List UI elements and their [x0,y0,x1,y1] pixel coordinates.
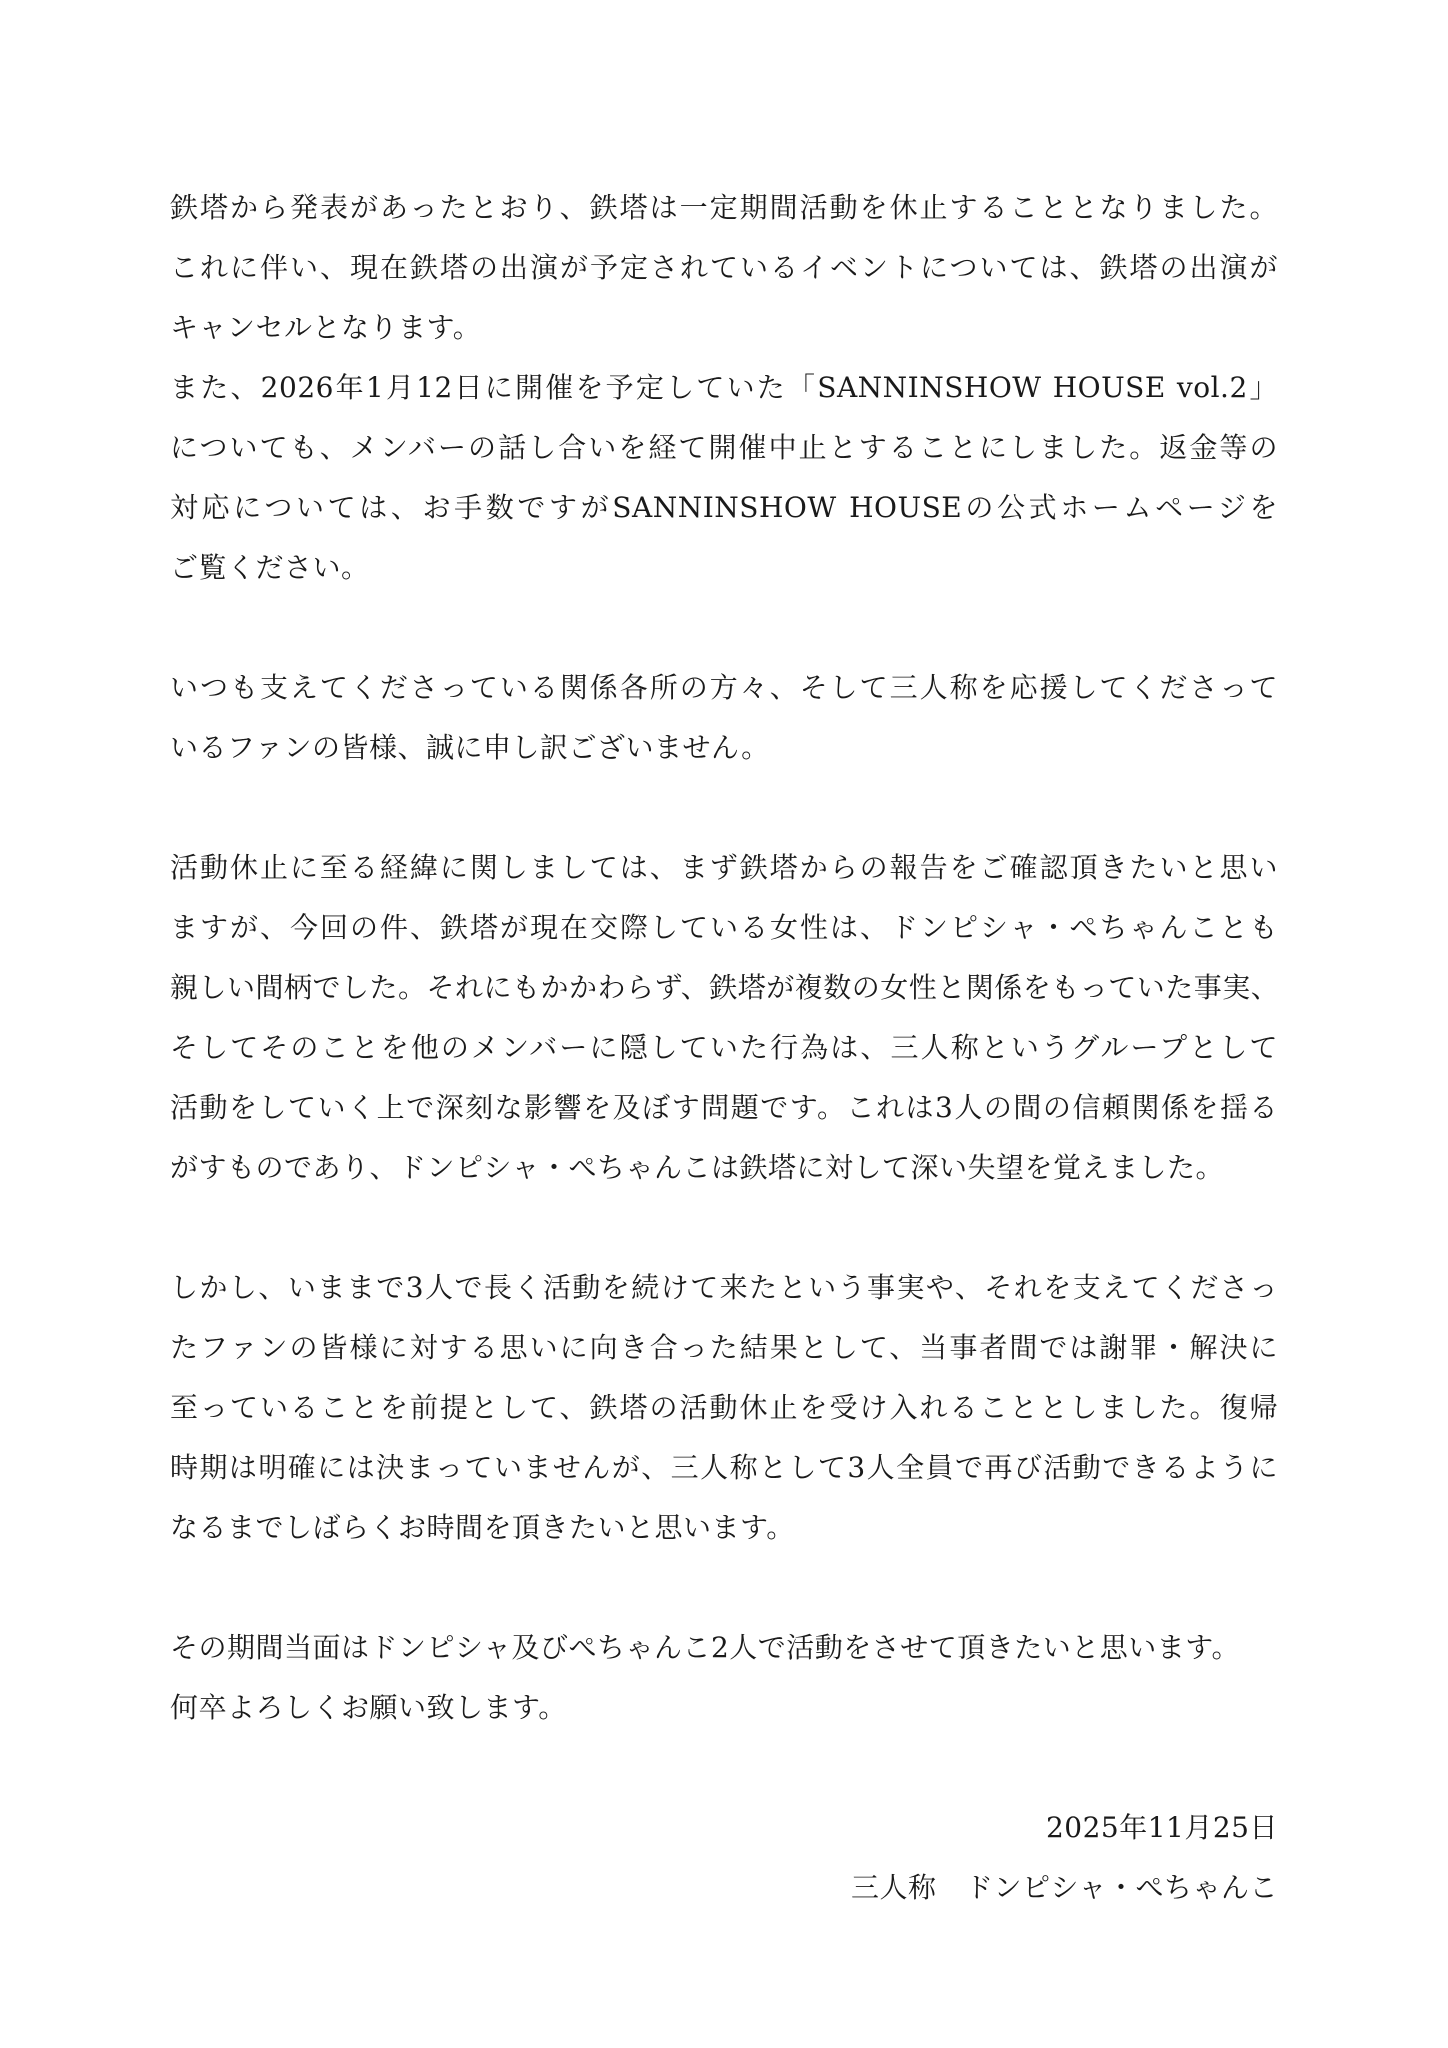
paragraph-apology [170,658,1278,778]
text-line: 鉄塔から発表があったとおり、鉄塔は一定期間活動を休止することとなりました。 [170,191,1278,224]
text-line: 親しい間柄でした。それにもかかわらず、鉄塔が複数の女性と関係をもっていた事実、 [170,971,1280,1004]
text-line: 活動休止に至る経緯に関しましては、まず鉄塔からの報告をご確認頂きたいと思い [170,851,1278,884]
text-line: 対応については、お手数ですがSANNINSHOW HOUSEの公式ホームページを [170,491,1278,524]
text-line: その期間当面はドンピシャ及びぺちゃんこ2人で活動をさせて頂きたいと思います。 [170,1631,1241,1664]
text-line: 至っていることを前提として、鉄塔の活動休止を受け入れることとしました。復帰 [170,1391,1278,1424]
text-line: についても、メンバーの話し合いを経て開催中止とすることにしました。返金等の [170,431,1278,464]
paragraph-spacer [170,1558,1278,1618]
text-line: いつも支えてくださっている関係各所の方々、そして三人称を応援してくださって [170,671,1278,704]
text-line: これに伴い、現在鉄塔の出演が予定されているイベントについては、鉄塔の出演が [170,251,1278,284]
paragraph-background [170,838,1278,1198]
text-line: また、2026年1月12日に開催を予定していた「SANNINSHOW HOUSE vol.2」 [170,371,1278,404]
paragraph-spacer [170,1198,1278,1258]
text-line: 活動をしていく上で深刻な影響を及ぼす問題です。これは3人の間の信頼関係を揺る [170,1091,1278,1124]
paragraph-spacer [170,778,1278,838]
text-line: ますが、今回の件、鉄塔が現在交際している女性は、ドンピシャ・ぺちゃんことも [170,911,1278,944]
signature-name: 三人称 ドンピシャ・ぺちゃんこ [851,1871,1278,1904]
signature-date: 2025年11月25日 [1045,1811,1278,1844]
text-line: たファンの皆様に対する思いに向き合った結果として、当事者間では謝罪・解決に [170,1331,1278,1364]
text-line: なるまでしばらくお時間を頂きたいと思います。 [170,1511,795,1544]
paragraph-closing [170,1618,1278,1738]
text-line: しかし、いままで3人で長く活動を続けて来たという事実や、それを支えてくださっ [170,1271,1278,1304]
signature-block [170,1798,1278,1918]
paragraph-spacer [170,598,1278,658]
paragraph-announcement [170,178,1278,598]
text-line: キャンセルとなります。 [170,311,482,344]
text-line: 時期は明確には決まっていませんが、三人称として3人全員で再び活動できるように [170,1451,1278,1484]
text-line: がすものであり、ドンピシャ・ぺちゃんこは鉄塔に対して深い失望を覚えました。 [170,1151,1224,1184]
statement-document [170,178,1278,1918]
paragraph-spacer [170,1738,1278,1798]
text-line: 何卒よろしくお願い致します。 [170,1691,567,1724]
text-line: いるファンの皆様、誠に申し訳ございません。 [170,731,770,764]
paragraph-decision [170,1258,1278,1558]
text-line: ご覧ください。 [170,551,370,584]
text-line: そしてそのことを他のメンバーに隠していた行為は、三人称というグループとして [170,1031,1278,1064]
